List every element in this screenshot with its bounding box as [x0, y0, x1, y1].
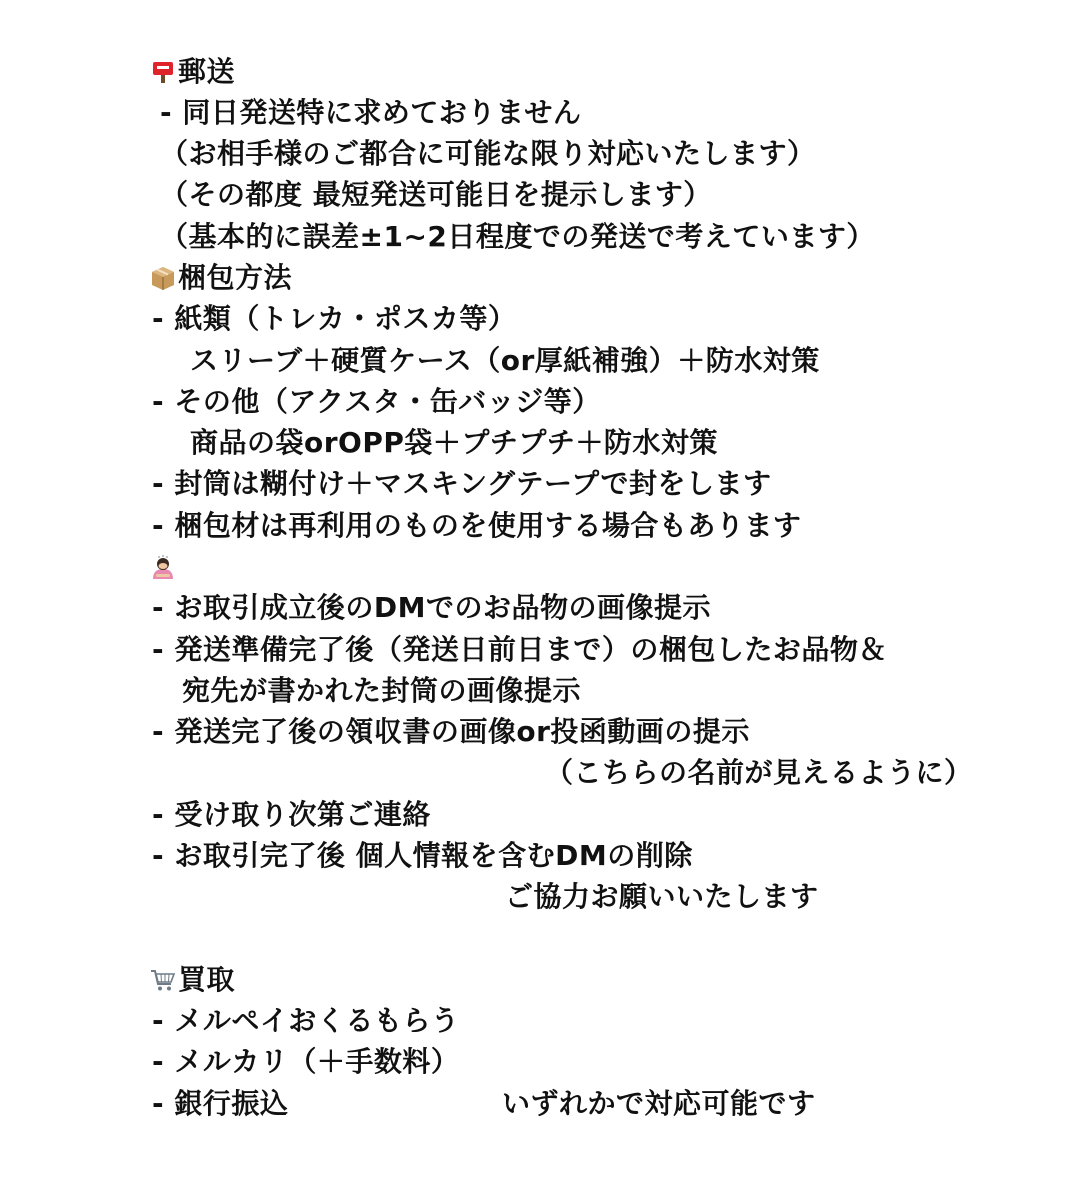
pack-line-5: - 封筒は糊付け＋マスキングテープで封をします — [152, 467, 772, 500]
mail-line-2: （お相手様のご都合に可能な限り対応いたします） — [160, 137, 816, 170]
package-icon — [150, 265, 176, 291]
buy-line-4: いずれかで対応可能です — [502, 1087, 816, 1120]
pack-line-4: 商品の袋orOPP袋＋プチプチ＋防水対策 — [190, 426, 718, 459]
mail-heading — [150, 52, 235, 92]
shopping-cart-icon — [150, 967, 176, 993]
request-heading — [150, 547, 178, 587]
mail-heading-text: 郵送 — [178, 55, 236, 88]
pack-heading — [150, 258, 292, 298]
mailbox-icon — [150, 59, 176, 85]
buy-line-1: - メルペイおくるもらう — [152, 1004, 460, 1037]
request-line-3: 宛先が書かれた封筒の画像提示 — [182, 674, 582, 707]
pack-line-2: スリーブ＋硬質ケース（or厚紙補強）＋防水対策 — [190, 344, 820, 377]
pack-heading-text: 梱包方法 — [178, 261, 293, 294]
request-line-2: - 発送準備完了後（発送日前日まで）の梱包したお品物＆ — [152, 633, 887, 666]
person-bowing-icon — [150, 554, 176, 580]
pack-line-3: - その他（アクスタ・缶バッジ等） — [152, 385, 601, 418]
request-line-6: - 受け取り次第ご連絡 — [152, 798, 431, 831]
mail-line-1: - 同日発送特に求めておりません — [160, 96, 582, 129]
buy-heading — [150, 960, 235, 1000]
request-line-8: ご協力お願いいたします — [505, 880, 819, 913]
request-line-4: - 発送完了後の領収書の画像or投函動画の提示 — [152, 715, 750, 748]
pack-line-1: - 紙類（トレカ・ポスカ等） — [152, 302, 517, 335]
buy-line-3: - 銀行振込 — [152, 1087, 289, 1120]
request-line-5: （こちらの名前が見えるように） — [545, 756, 973, 789]
request-line-1: - お取引成立後のDMでのお品物の画像提示 — [152, 591, 711, 624]
pack-line-6: - 梱包材は再利用のものを使用する場合もあります — [152, 509, 802, 542]
request-line-7: - お取引完了後 個人情報を含むDMの削除 — [152, 839, 693, 872]
mail-line-4: （基本的に誤差±1~2日程度での発送で考えています） — [160, 220, 875, 253]
mail-line-3: （その都度 最短発送可能日を提示します） — [160, 178, 712, 211]
buy-line-2: - メルカリ（＋手数料） — [152, 1045, 460, 1078]
buy-heading-text: 買取 — [178, 963, 236, 996]
